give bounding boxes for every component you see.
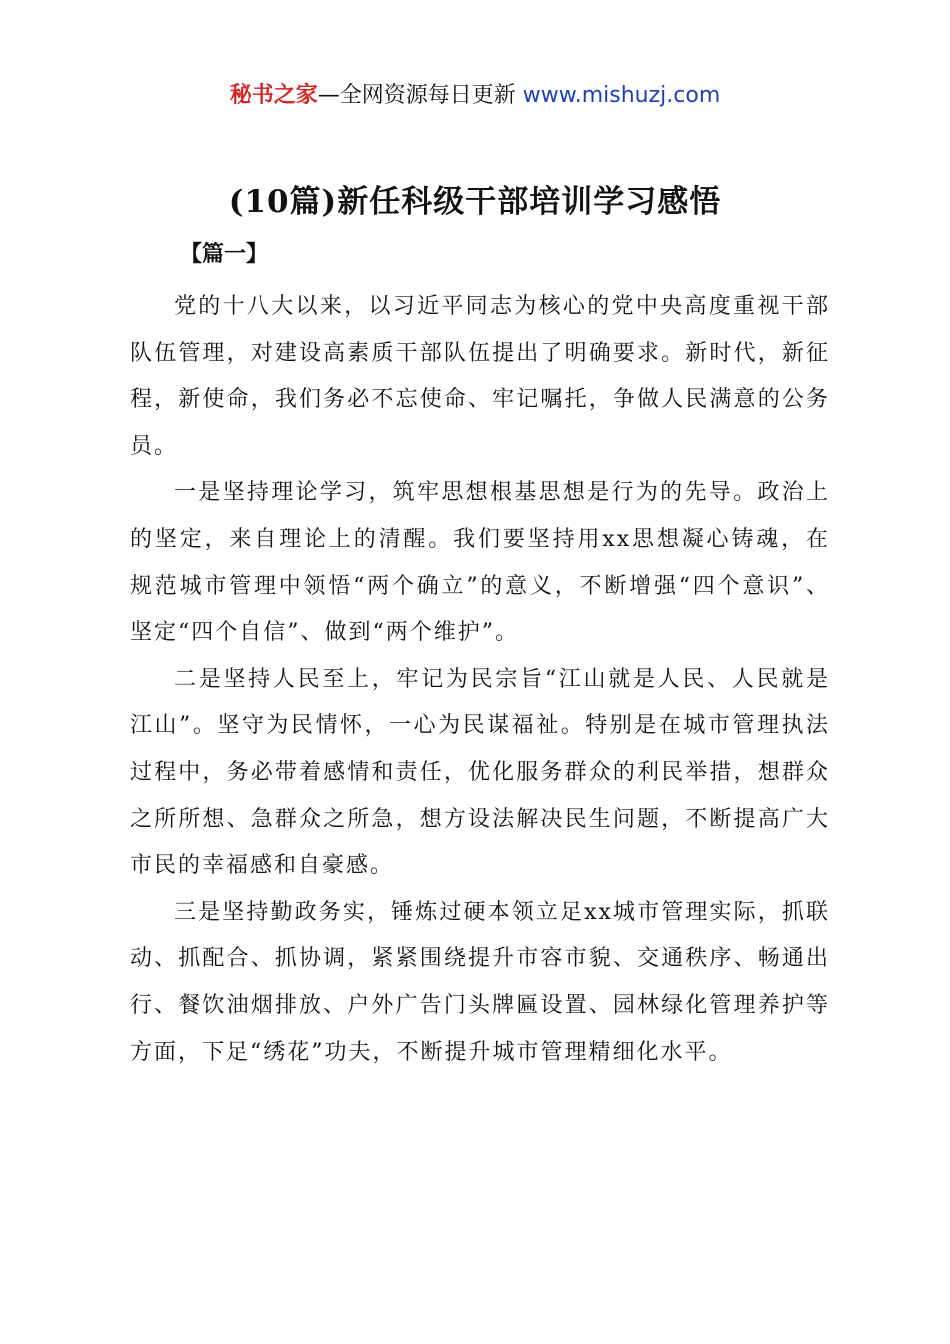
site-url-link[interactable]: www.mishuzj.com bbox=[522, 83, 721, 108]
site-header bbox=[0, 80, 950, 112]
site-tagline: —全网资源每日更新 bbox=[317, 83, 516, 108]
site-brand: 秘书之家 bbox=[229, 83, 318, 108]
paragraph-diligent-work: 三是坚持勤政务实，锤炼过硬本领立足xx城市管理实际，抓联动、抓配合、抓协调，紧紧围绕提升市容市貌、交通秩序、畅通出行、餐饮油烟排放、户外广告门头牌匾设置、园林绿化管理养护等方面，下足“绣花”功夫，不断提升城市管理精细化水平。 bbox=[130, 899, 830, 1065]
paragraph-intro: 党的十八大以来，以习近平同志为核心的党中央高度重视干部队伍管理，对建设高素质干部队伍提出了明确要求。新时代，新征程，新使命，我们务必不忘使命、牢记嘱托，争做人民满意的公务员。 bbox=[130, 294, 830, 459]
section-label: 【篇一】 bbox=[180, 241, 269, 267]
document-title: (10篇)新任科级干部培训学习感悟 bbox=[228, 184, 722, 220]
paragraph-theory-study: 一是坚持理论学习，筑牢思想根基思想是行为的先导。政治上的坚定，来自理论上的清醒。我们要坚持用xx思想凝心铸魂，在规范城市管理中领悟“两个确立”的意义，不断增强“四个意识”、坚定“四个自信”、做到“两个维护”。 bbox=[130, 480, 830, 646]
paragraph-people-first: 二是坚持人民至上，牢记为民宗旨“江山就是人民、人民就是江山”。坚守为民情怀，一心为民谋福祉。特别是在城市管理执法过程中，务必带着感情和责任，优化服务群众的利民举措，想群众之所所想、急群众之所急，想方设法解决民生问题，不断提高广大市民的幸福感和自豪感。 bbox=[130, 666, 830, 879]
document-body bbox=[130, 284, 830, 1076]
